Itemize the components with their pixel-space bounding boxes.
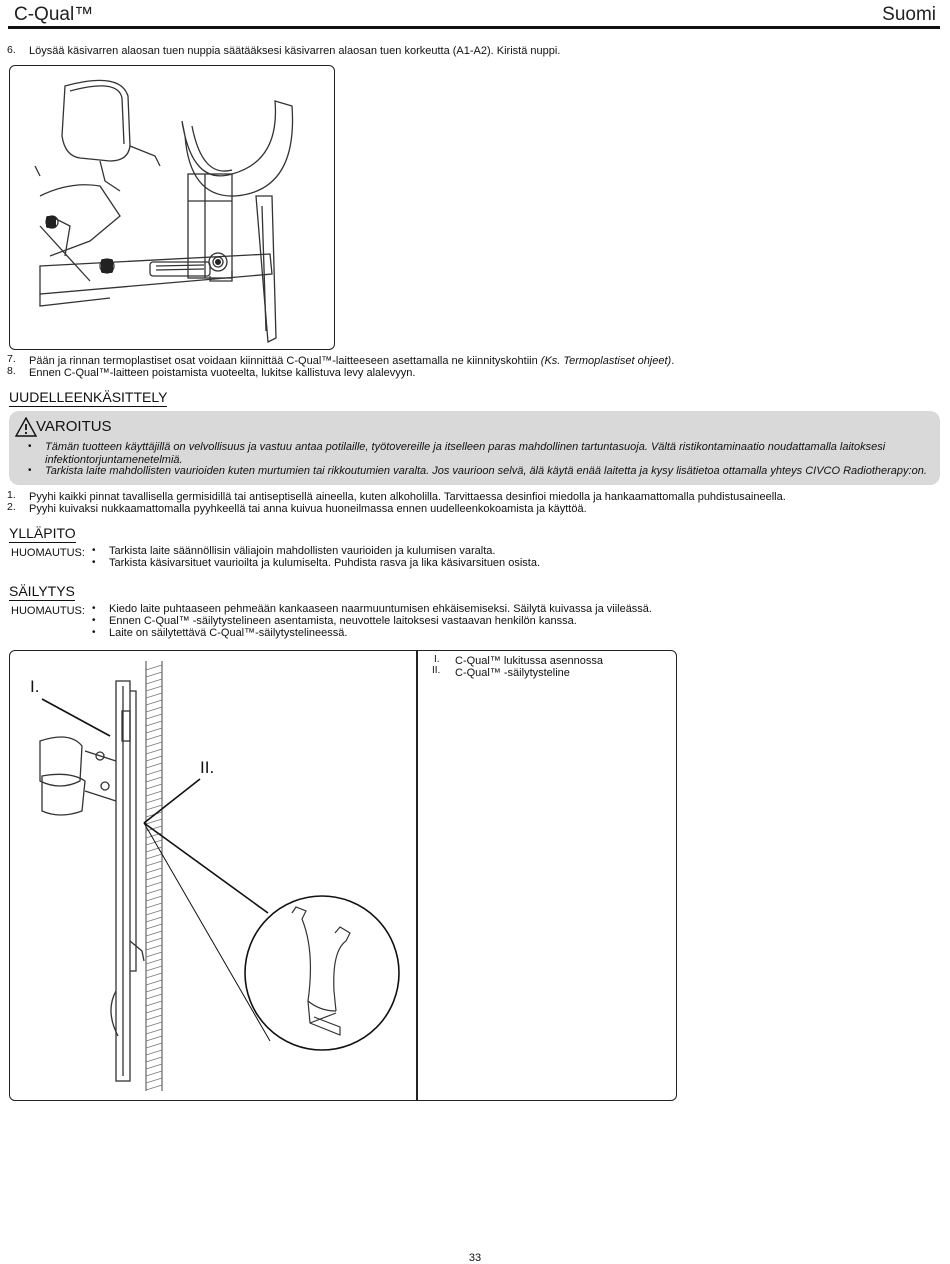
warning-bullet: Tarkista laite mahdollisten vaurioiden kuten murtumien tai rikkoutumien varalta. Jos vaurioon selvä, älä käytä enää laitetta ja kysy lisätietoa ottamalla yhteys CIVCO Radiotherapy:on. <box>45 465 927 477</box>
step-text: Ennen C-Qual™-laitteen poistamista vuoteelta, lukitse kallistuva levy alalevyyn. <box>29 367 416 379</box>
bullet-dot: • <box>92 603 96 614</box>
step-number: 6. <box>7 44 16 56</box>
storage-figure-box <box>9 650 677 1101</box>
note-label: HUOMAUTUS: <box>11 605 85 617</box>
step-text: Pyyhi kuivaksi nukkaamattomalla pyyhkeellä tai anna kuivua huoneilmassa ennen uudelleenkokoamista ja käyttöä. <box>29 503 587 515</box>
legend-number: I. <box>434 654 440 665</box>
step-number: 8. <box>7 365 16 377</box>
arm-support-drawing <box>10 66 334 349</box>
step-text <box>29 355 674 367</box>
maintenance-bullet: Tarkista käsivarsituet vaurioilta ja kulumiselta. Puhdista rasva ja lika käsivarsituen osista. <box>109 557 541 569</box>
bullet-dot: • <box>92 545 96 556</box>
note-label: HUOMAUTUS: <box>11 547 85 559</box>
step-number: 7. <box>7 353 16 365</box>
legend-text: C-Qual™ -säilytysteline <box>455 667 570 679</box>
section-title-reprocessing: UUDELLEENKÄSITTELY <box>9 389 168 405</box>
step-text: Löysää käsivarren alaosan tuen nuppia säätääksesi käsivarren alaosan tuen korkeutta (A1-A2). Kiristä nuppi. <box>29 45 561 57</box>
warning-title: VAROITUS <box>36 418 112 435</box>
step-text: Pyyhi kaikki pinnat tavallisella germisidillä tai antiseptisellä aineella, kuten alkoholilla. Tarvittaessa desinfioi miedolla ja hankaamattomalla puhdistusaineella. <box>29 491 786 503</box>
legend-number: II. <box>432 665 441 676</box>
step-text-tail: . <box>671 355 675 367</box>
document-title: C-Qual™ <box>14 4 94 25</box>
bullet-dot: • <box>92 627 96 638</box>
step-text-reference: (Ks. Termoplastiset ohjeet) <box>540 355 672 367</box>
language-label: Suomi <box>882 4 936 25</box>
warning-bullet: Tämän tuotteen käyttäjillä on velvollisuus ja vastuu antaa potilaille, työtovereille ja itselleen paras mahdollinen tartuntasuoja. Vältä ristikontaminaatio noudattamalla laitoksesi infektiontorjuntamenetelmiä. <box>45 441 886 466</box>
callout-label-1: I. <box>30 677 40 696</box>
callout-label-2: II. <box>200 758 215 777</box>
storage-bullet: Ennen C-Qual™ -säilytystelineen asentamista, neuvottele laitoksesi vastaavan henkilön kanssa. <box>109 615 577 627</box>
legend-text: C-Qual™ lukitussa asennossa <box>455 655 603 667</box>
step-number: 2. <box>7 501 16 513</box>
maintenance-bullet: Tarkista laite säännöllisin väliajoin mahdollisten vaurioiden ja kulumisen varalta. <box>109 545 496 557</box>
section-title-storage: SÄILYTYS <box>9 583 75 599</box>
storage-bullet: Laite on säilytettävä C-Qual™-säilytystelineessä. <box>109 627 348 639</box>
bullet-dot: • <box>28 441 32 452</box>
header-rule <box>8 26 940 29</box>
storage-bullet: Kiedo laite puhtaaseen pehmeään kankaaseen naarmuuntumisen ehkäisemiseksi. Säilytä kuivassa ja viileässä. <box>109 603 652 615</box>
arm-support-illustration <box>9 65 335 350</box>
warning-box <box>9 411 940 485</box>
step-text-main: Pään ja rinnan termoplastiset osat voidaan kiinnittää C-Qual™-laitteeseen asettamalla ne kiinnityskohtiin <box>29 355 541 367</box>
section-title-maintenance: YLLÄPITO <box>9 525 76 541</box>
bullet-dot: • <box>92 615 96 626</box>
bullet-dot: • <box>28 465 32 476</box>
bullet-dot: • <box>92 557 96 568</box>
storage-rack-drawing <box>10 651 416 1100</box>
figure-divider <box>416 651 418 1100</box>
step-number: 1. <box>7 489 16 501</box>
warning-triangle-icon <box>15 417 37 437</box>
page-number: 33 <box>468 1252 482 1264</box>
